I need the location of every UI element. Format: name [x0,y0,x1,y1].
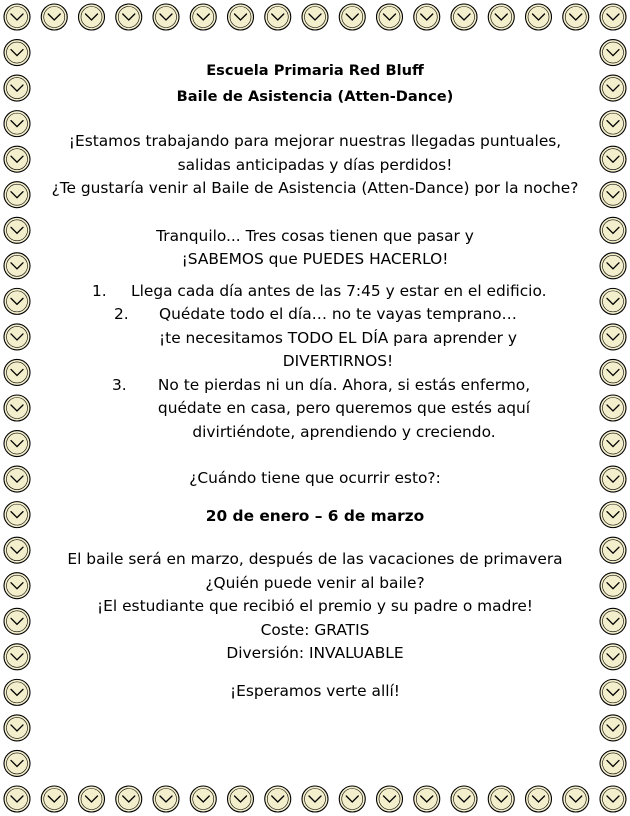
clock-icon [600,395,626,421]
date-range: 20 de enero – 6 de marzo [205,506,425,525]
clock-icon [4,715,30,741]
clock-icon [4,146,30,172]
clock-icon [4,288,30,314]
clock-icon [4,679,30,705]
clock-icon [265,786,291,812]
list-number: 1. [92,281,107,300]
clock-icon [4,466,30,492]
clock-icon [339,786,365,812]
reassure-slogan: ¡SABEMOS que PUEDES HACERLO! [181,250,449,268]
intro-goal: ¡Estamos trabajando para mejorar nuestras llegadas puntuales, salidas anticipadas y días perdidos! [68,132,562,174]
clock-icon [377,4,403,30]
clock-icon [600,786,626,812]
clock-icon [600,573,626,599]
reassure-line: Tranquilo... Tres cosas tienen que pasar y [156,226,474,245]
clock-icon [4,431,30,457]
clock-icon [600,182,626,208]
clock-icon [265,4,291,30]
requirements-list [48,280,582,445]
event-title: Baile de Asistencia (Atten-Dance) [176,88,454,105]
clock-icon [600,502,626,528]
clock-icon [41,4,67,30]
clock-icon [4,40,30,66]
clock-icon [302,786,328,812]
clock-icon [153,4,179,30]
clock-icon [4,395,30,421]
clock-icon [600,679,626,705]
clock-icon [4,182,30,208]
clock-icon [41,786,67,812]
clock-icon [4,253,30,279]
clock-icon [190,786,216,812]
clock-icon [4,573,30,599]
clock-icon [600,608,626,634]
dance-timing: El baile será en marzo, después de las vacaciones de primavera [67,550,563,568]
clock-icon [190,4,216,30]
clock-icon [228,786,254,812]
clock-icon [600,75,626,101]
clock-icon [526,4,552,30]
clock-icon [302,4,328,30]
clock-icon [4,324,30,350]
clock-icon [4,750,30,776]
clock-icon [451,4,477,30]
clock-icon [488,4,514,30]
clock-icon [451,786,477,812]
who-question: ¿Quién puede venir al baile? [205,573,425,592]
clock-icon [600,217,626,243]
clock-icon [600,715,626,741]
clock-icon [153,786,179,812]
clock-icon [600,644,626,670]
fun-line: Diversión: INVALUABLE [226,644,404,662]
clock-icon [4,644,30,670]
clock-icon [600,431,626,457]
clock-icon [600,750,626,776]
clock-icon [339,4,365,30]
clock-icon [377,786,403,812]
who-answer: ¡El estudiante que recibió el premio y su padre o madre! [97,597,533,615]
clock-icon [600,466,626,492]
clock-icon [600,359,626,385]
list-text: Quédate todo el día… no te vayas temprano… ¡te necesitamos TODO EL DÍA para aprender y DIVERTIRNOS! [158,305,517,370]
list-number: 3. [112,375,127,394]
clock-icon [600,146,626,172]
school-name: Escuela Primaria Red Bluff [206,62,424,79]
clock-icon [4,359,30,385]
clock-icon [228,4,254,30]
list-number: 2. [114,305,129,323]
when-question: ¿Cuándo tiene que ocurrir esto?: [189,469,441,487]
clock-icon [600,111,626,137]
list-item [48,374,538,445]
clock-icon [488,786,514,812]
closing-line: ¡Esperamos verte allí! [230,681,400,700]
clock-icon [563,786,589,812]
clock-icon [116,4,142,30]
clock-icon [79,786,105,812]
clock-icon [563,4,589,30]
clock-icon [116,786,142,812]
clock-icon [4,111,30,137]
cost-line: Coste: GRATIS [260,620,370,639]
clock-icon [4,608,30,634]
clock-icon [4,537,30,563]
clock-icon [600,537,626,563]
clock-icon [79,4,105,30]
list-item [48,303,523,374]
clock-icon [414,4,440,30]
list-item [48,280,582,304]
clock-icon [4,75,30,101]
clock-icon [4,4,30,30]
clock-icon [4,502,30,528]
clock-icon [600,40,626,66]
list-text: No te pierdas ni un día. Ahora, si estás enfermo, quédate en casa, pero queremos que estés aquí divirtiéndote, aprendiendo y creciendo. [157,375,531,441]
list-text: Llega cada día antes de las 7:45 y estar en el edificio. [131,281,547,300]
clock-icon [600,4,626,30]
clock-icon [4,786,30,812]
clock-icon [526,786,552,812]
flyer-content [48,58,582,703]
clock-icon [414,786,440,812]
clock-icon [4,217,30,243]
intro-invite: ¿Te gustaría venir al Baile de Asistencia (Atten-Dance) por la noche? [51,179,579,197]
clock-icon [600,253,626,279]
clock-icon [600,288,626,314]
clock-icon [600,324,626,350]
